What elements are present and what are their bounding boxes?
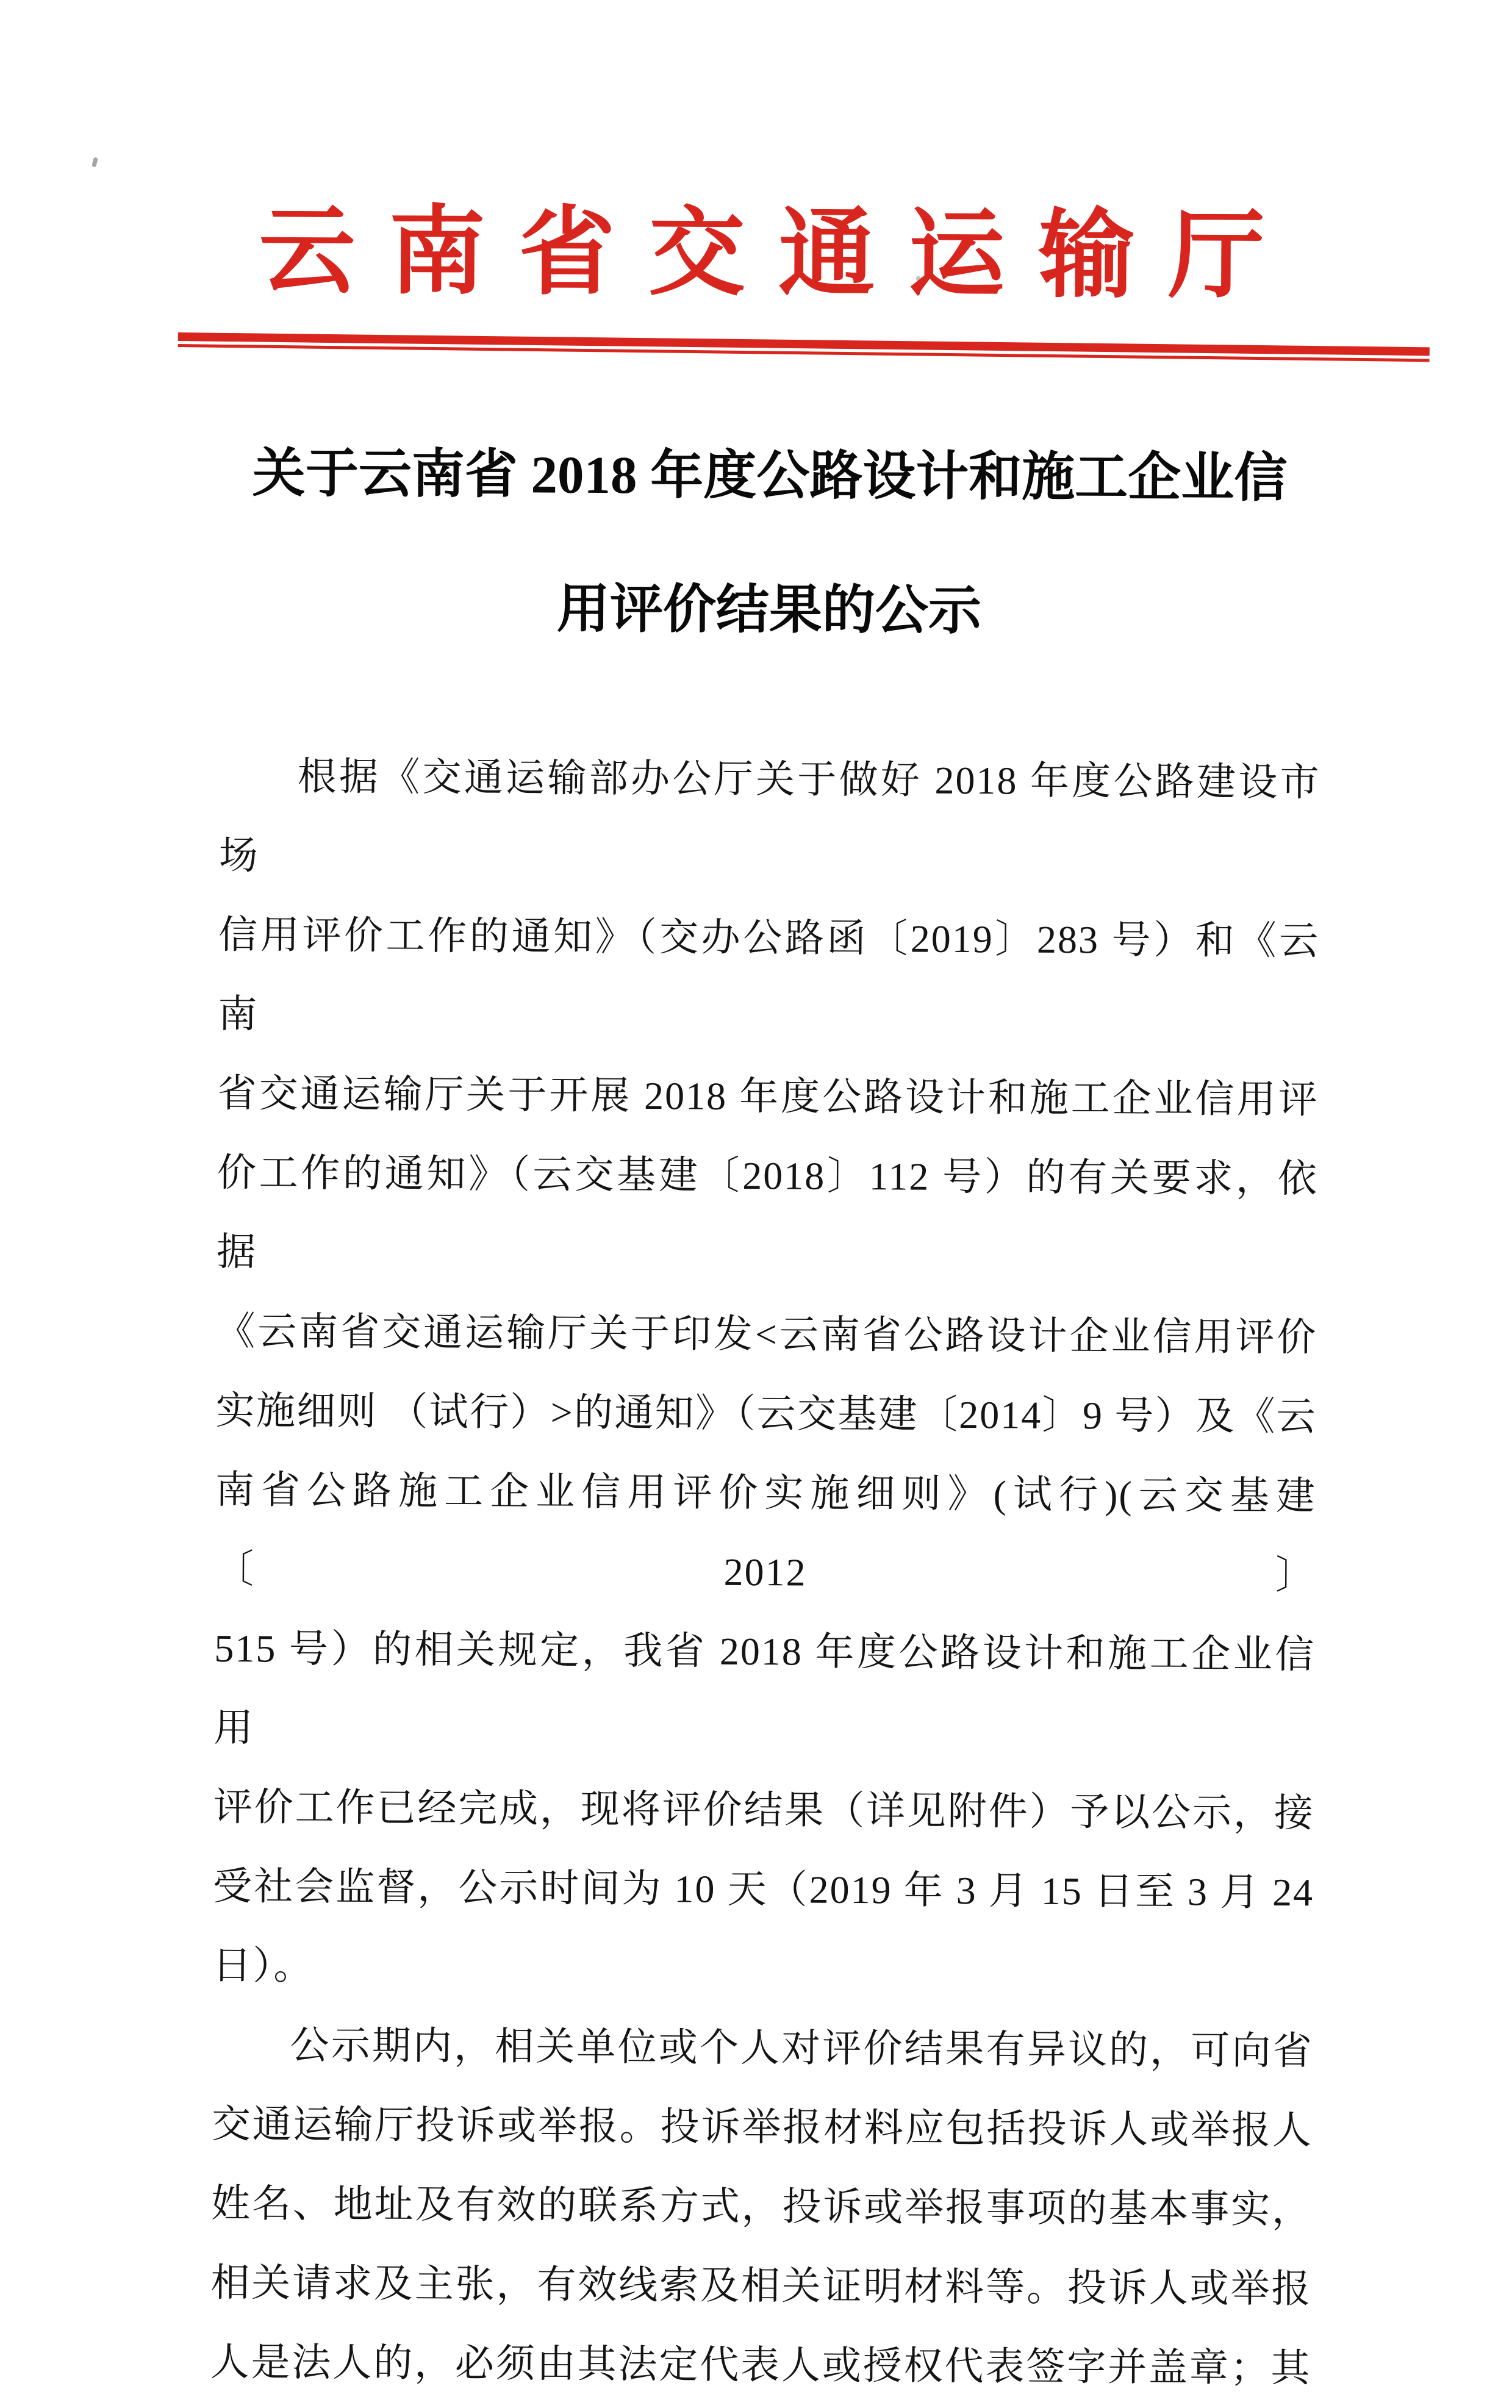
body-line: 省交通运输厅关于开展 2018 年度公路设计和施工企业信用评 <box>217 1071 1319 1122</box>
body-line: 相关请求及主张，有效线索及相关证明材料等。投诉人或举报 <box>210 2260 1312 2311</box>
body-line: 日）。 <box>212 1943 314 1988</box>
body-line: 南省公路施工企业信用评价实施细则》(试行)(云交基建〔2012〕 <box>214 1467 1317 1597</box>
body-line: 515 号）的相关规定，我省 2018 年度公路设计和施工企业信用 <box>213 1626 1316 1750</box>
body-line: 信用评价工作的通知》（交办公路函〔2019〕283 号）和《云南 <box>218 912 1320 1036</box>
body-line: 公示期内，相关单位或个人对评价结果有异议的，可向省 <box>290 2023 1313 2073</box>
body-line: 实施细则 （试行）>的通知》（云交基建〔2014〕9 号）及《云 <box>215 1388 1317 1439</box>
document-title-line2: 用评价结果的公示 <box>556 579 982 640</box>
document-title-line1: 关于云南省 2018 年度公路设计和施工企业信 <box>252 443 1288 508</box>
letterhead-agency-name: 云南省交通运输厅 <box>259 198 1299 311</box>
body-line: 受社会监督，公示时间为 10 天（2019 年 3 月 15 日至 3 月 24 <box>212 1864 1314 1915</box>
body-line: 人是法人的，必须由其法定代表人或授权代表签字并盖章；其 <box>210 2340 1311 2390</box>
body-line: 《云南省交通运输厅关于印发<云南省公路设计企业信用评价 <box>216 1309 1317 1360</box>
body-line: 评价工作已经完成，现将评价结果（详见附件）予以公示，接 <box>213 1785 1315 1835</box>
body-line: 交通运输厅投诉或举报。投诉举报材料应包括投诉人或举报人 <box>211 2102 1313 2152</box>
document-body <box>210 737 1320 2408</box>
scan-speck <box>91 157 98 167</box>
body-line: 根据《交通运输部办公厅关于做好 2018 年度公路建设市场 <box>218 754 1320 878</box>
body-line: 姓名、地址及有效的联系方式，投诉或举报事项的基本事实， <box>210 2181 1313 2232</box>
body-line: 价工作的通知》（云交基建〔2018〕112 号）的有关要求，依据 <box>216 1150 1319 1274</box>
document-title <box>218 406 1320 680</box>
letterhead-rule <box>178 332 1430 362</box>
